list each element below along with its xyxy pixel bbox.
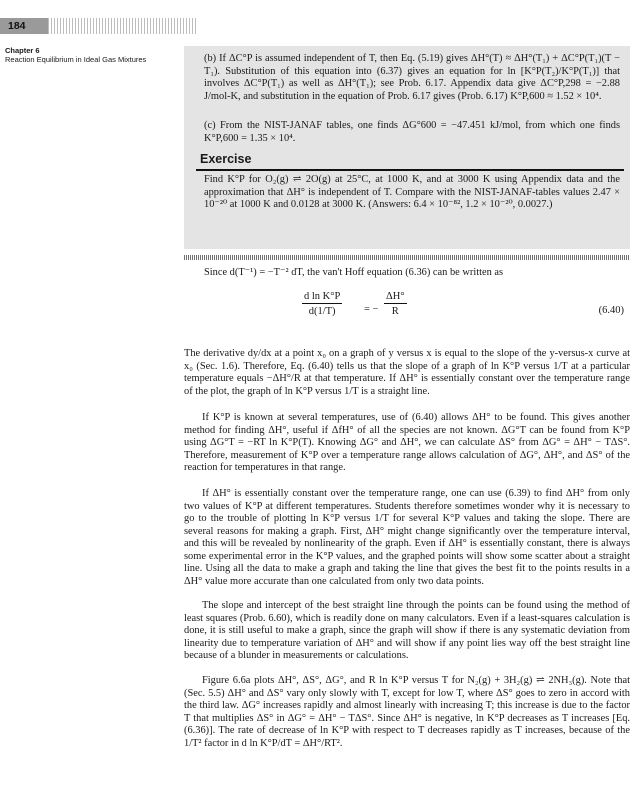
- paragraph-measurement: If K°P is known at several temperatures, use of (6.40) allows ΔH° to be found. This gives another method for finding ΔH°, useful if ΔfH° of all the species are not known. ΔG°T can be found from K°P using ΔG°T = −RT ln K°P(T). Knowing ΔG° and ΔH°, we can calculate ΔS° from ΔG° = ΔH° − TΔS°. Therefore, measurement of K°P over a temperature range allows calculation of ΔG°, ΔH°, and ΔS° of the reaction for temperatures in that range.: [184, 412, 630, 474]
- header-rule: [48, 18, 198, 34]
- equation-lhs-numerator: d ln K°P: [304, 291, 341, 302]
- chapter-label: Chapter 6: [5, 46, 40, 55]
- equation-6-40: [184, 291, 630, 341]
- page-number: 184: [0, 18, 48, 34]
- chapter-title: Reaction Equilibrium in Ideal Gas Mixtures: [5, 55, 147, 64]
- solution-part-c: (c) From the NIST-JANAF tables, one finds ΔG°600 = −47.451 kJ/mol, from which one finds K°P,600 = 1.35 × 10⁴.: [204, 120, 620, 144]
- intro-line: Since d(T⁻¹) = −T⁻² dT, the van't Hoff equation (6.36) can be written as: [204, 267, 504, 278]
- equation-rhs-numerator: ΔH°: [386, 291, 405, 302]
- section-separator: [184, 255, 630, 260]
- paragraph-derivative: The derivative dy/dx at a point x₀ on a graph of y versus x is equal to the slope of the y-versus-x curve at x₀ (Sec. 1.6). Therefore, Eq. (6.40) tells us that the slope of a graph of ln K°P versus 1/T at a particular temperature equals −ΔH°/R at that temperature. If ΔH° is essentially constant over the temperature range of the plot, the graph of ln K°P versus 1/T is a straight line.: [184, 348, 630, 397]
- example-solution-box: [184, 46, 630, 249]
- paragraph-figure-6-6a: Figure 6.6a plots ΔH°, ΔS°, ΔG°, and R ln K°P versus T for N₂(g) + 3H₂(g) ⇌ 2NH₃(g). Note that (Sec. 5.5) ΔH° and ΔS° vary only slowly with T, except for low T, where ΔS° goes to zero in accord with the third law. ΔG° increases rapidly and almost linearly with increasing T; this increase is due to the factor T that multiplies ΔS° in ΔG° = ΔH° − TΔS°. Since ΔH° is negative, ln K°P decreases as T increases [Eq. (6.36)]. The rate of decrease of ln K°P with respect to T decreases rapidly as T increases, because of the 1/T² factor in d ln K°P/dT = ΔH°/RT².: [184, 675, 630, 749]
- paragraph-least-squares: The slope and intercept of the best straight line through the points can be found using the method of least squares (Prob. 6.60), which is readily done on many calculators. Even if a least-squares calculation is done, it is still useful to make a graph, since the graph will show if there is any systematic deviation from linearity due to temperature variation of ΔH° and will show if any point lies way off the best straight line because of a blunder in measurements or calculations.: [184, 600, 630, 662]
- equation-equals: = −: [364, 304, 379, 315]
- equation-rhs-denominator: R: [391, 306, 399, 317]
- equation-lhs-denominator: d(1/T): [308, 306, 336, 317]
- exercise-title: Exercise: [200, 152, 252, 166]
- exercise-text: Find K°P for O₂(g) ⇌ 2O(g) at 25°C, at 1000 K, and at 3000 K using Appendix data and the approximation that ΔH° is independent of T. Compare with the NIST-JANAF-tables values 2.47 × 10⁻²⁰ at 1000 K and 0.0128 at 3000 K. (Answers: 6.4 × 10⁻⁸², 1.2 × 10⁻²⁰, 0.0027.): [204, 174, 620, 211]
- solution-part-b: (b) If ΔC°P is assumed independent of T, then Eq. (5.19) gives ΔH°(T) ≈ ΔH°(T₁) + ΔC°P(T₁)(T − T₁). Substitution of this equation into (6.37) gives an equation for ln [K°P(T₂)/K°P(T₁)] that involves ΔC°P(T₁) as well as ΔH°(T₁); see Prob. 6.17. Appendix data give ΔC°P,298 = −2.88 J/mol-K, and substitution in the equation of Prob. 6.17 gives (Prob. 6.17) K°P,600 ≈ 1.52 × 10⁴.: [204, 53, 620, 102]
- equation-rhs-fraction: [384, 291, 407, 317]
- chapter-marginal-note: [5, 46, 185, 64]
- exercise-rule: [196, 169, 624, 171]
- equation-lhs-fraction: [302, 291, 342, 317]
- equation-number: (6.40): [598, 305, 624, 316]
- paragraph-graphing-reasons: If ΔH° is essentially constant over the temperature range, one can use (6.39) to find ΔH° from only two values of K°P at different temperatures. Students therefore sometimes wonder why it is necessary to go to the trouble of plotting ln K°P versus 1/T for several K°P values and taking the slope. There are several reasons for making a graph. First, ΔH° might change significantly over the temperature interval, and this will be revealed by nonlinearity of the graph. Even if ΔH° is essentially constant, there is always some experimental error in the K°P values, and the graphed points will show some scatter about a straight line. Using all the data to make a graph and taking the line that gives the best fit to the points results in a ΔH° value more accurate than one calculated from only two data points.: [184, 488, 630, 587]
